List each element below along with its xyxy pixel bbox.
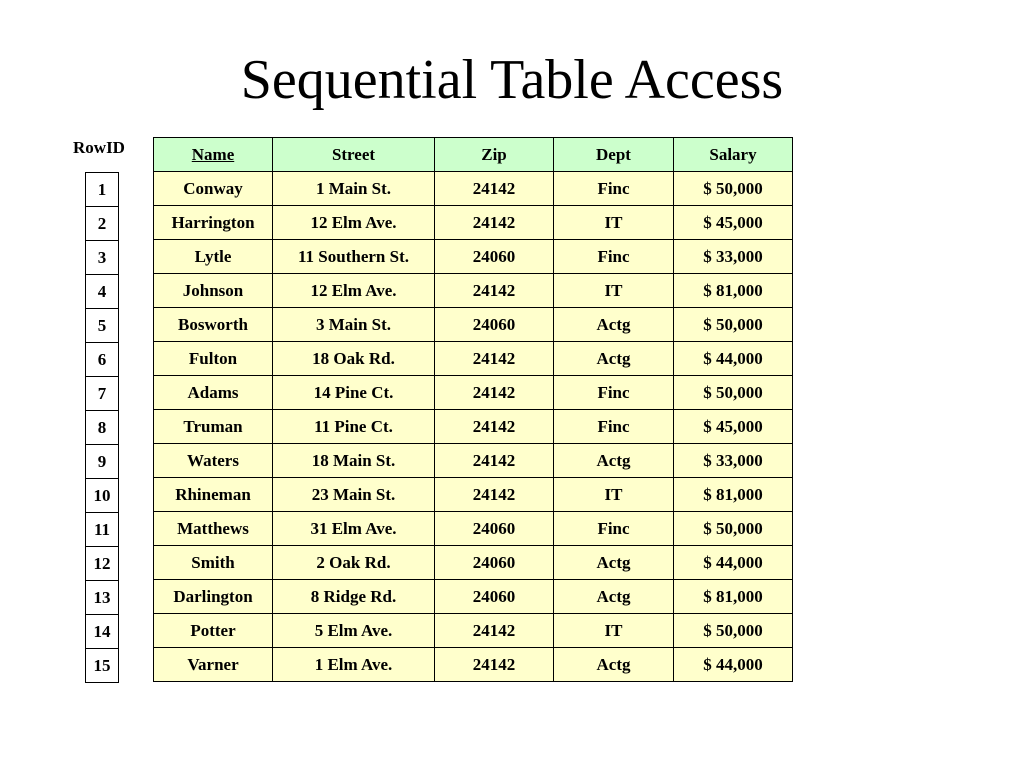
salary-cell: $ 81,000 (674, 274, 793, 308)
dept-cell: Actg (554, 308, 674, 342)
name-cell: Lytle (154, 240, 273, 274)
table-row (154, 274, 793, 308)
table-row (154, 546, 793, 580)
rowid-column (85, 172, 119, 683)
rowid-cell: 15 (86, 649, 119, 683)
table-row (154, 172, 793, 206)
dept-cell: IT (554, 614, 674, 648)
street-cell: 23 Main St. (273, 478, 435, 512)
salary-cell: $ 50,000 (674, 308, 793, 342)
dept-cell: Finc (554, 172, 674, 206)
rowid-cell: 6 (86, 343, 119, 377)
salary-cell: $ 44,000 (674, 546, 793, 580)
zip-cell: 24142 (435, 478, 554, 512)
salary-cell: $ 45,000 (674, 410, 793, 444)
rowid-cell: 14 (86, 615, 119, 649)
rowid-label: RowID (73, 138, 125, 157)
table-row (154, 240, 793, 274)
dept-cell: Finc (554, 410, 674, 444)
salary-cell: $ 50,000 (674, 376, 793, 410)
salary-cell: $ 50,000 (674, 614, 793, 648)
zip-cell: 24142 (435, 444, 554, 478)
rowid-cell: 12 (86, 547, 119, 581)
salary-cell: $ 81,000 (674, 478, 793, 512)
name-cell: Smith (154, 546, 273, 580)
table-row (154, 614, 793, 648)
zip-cell: 24142 (435, 172, 554, 206)
rowid-row (86, 377, 119, 411)
name-cell: Johnson (154, 274, 273, 308)
table-row (154, 478, 793, 512)
dept-cell: Actg (554, 648, 674, 682)
street-cell: 5 Elm Ave. (273, 614, 435, 648)
zip-cell: 24142 (435, 410, 554, 444)
dept-cell: IT (554, 478, 674, 512)
rowid-cell: 9 (86, 445, 119, 479)
employee-table (153, 137, 793, 682)
rowid-row (86, 649, 119, 683)
name-cell: Rhineman (154, 478, 273, 512)
street-cell: 18 Oak Rd. (273, 342, 435, 376)
street-cell: 3 Main St. (273, 308, 435, 342)
rowid-cell: 7 (86, 377, 119, 411)
rowid-row (86, 173, 119, 207)
salary-cell: $ 44,000 (674, 342, 793, 376)
dept-cell: Actg (554, 580, 674, 614)
dept-cell: Finc (554, 512, 674, 546)
rowid-cell: 5 (86, 309, 119, 343)
name-cell: Truman (154, 410, 273, 444)
table-row (154, 376, 793, 410)
zip-cell: 24060 (435, 512, 554, 546)
zip-cell: 24142 (435, 274, 554, 308)
table-row (154, 342, 793, 376)
name-cell: Waters (154, 444, 273, 478)
table-row (154, 512, 793, 546)
dept-cell: Actg (554, 444, 674, 478)
column-header-salary: Salary (674, 138, 793, 172)
dept-cell: Finc (554, 376, 674, 410)
name-cell: Adams (154, 376, 273, 410)
column-header-street: Street (273, 138, 435, 172)
street-cell: 8 Ridge Rd. (273, 580, 435, 614)
zip-cell: 24060 (435, 580, 554, 614)
table-header-row (154, 138, 793, 172)
name-cell: Darlington (154, 580, 273, 614)
street-cell: 14 Pine Ct. (273, 376, 435, 410)
name-cell: Bosworth (154, 308, 273, 342)
table-row (154, 206, 793, 240)
dept-cell: IT (554, 206, 674, 240)
street-cell: 1 Main St. (273, 172, 435, 206)
table-row (154, 410, 793, 444)
street-cell: 31 Elm Ave. (273, 512, 435, 546)
rowid-cell: 8 (86, 411, 119, 445)
zip-cell: 24060 (435, 308, 554, 342)
name-cell: Matthews (154, 512, 273, 546)
name-cell: Varner (154, 648, 273, 682)
zip-cell: 24060 (435, 240, 554, 274)
street-cell: 1 Elm Ave. (273, 648, 435, 682)
column-header-zip: Zip (435, 138, 554, 172)
salary-cell: $ 45,000 (674, 206, 793, 240)
rowid-cell: 13 (86, 581, 119, 615)
salary-cell: $ 50,000 (674, 512, 793, 546)
rowid-cell: 4 (86, 275, 119, 309)
street-cell: 12 Elm Ave. (273, 206, 435, 240)
rowid-row (86, 445, 119, 479)
salary-cell: $ 44,000 (674, 648, 793, 682)
dept-cell: Actg (554, 546, 674, 580)
rowid-cell: 3 (86, 241, 119, 275)
zip-cell: 24142 (435, 206, 554, 240)
column-header-dept: Dept (554, 138, 674, 172)
rowid-row (86, 513, 119, 547)
rowid-cell: 11 (86, 513, 119, 547)
street-cell: 11 Pine Ct. (273, 410, 435, 444)
name-cell: Harrington (154, 206, 273, 240)
table-row (154, 444, 793, 478)
salary-cell: $ 33,000 (674, 444, 793, 478)
zip-cell: 24142 (435, 376, 554, 410)
street-cell: 18 Main St. (273, 444, 435, 478)
zip-cell: 24142 (435, 648, 554, 682)
street-cell: 12 Elm Ave. (273, 274, 435, 308)
name-cell: Conway (154, 172, 273, 206)
dept-cell: Actg (554, 342, 674, 376)
rowid-cell: 10 (86, 479, 119, 513)
rowid-row (86, 615, 119, 649)
zip-cell: 24142 (435, 614, 554, 648)
salary-cell: $ 50,000 (674, 172, 793, 206)
rowid-row (86, 241, 119, 275)
rowid-cell: 1 (86, 173, 119, 207)
rowid-row (86, 207, 119, 241)
rowid-row (86, 343, 119, 377)
rowid-row (86, 275, 119, 309)
rowid-row (86, 547, 119, 581)
name-cell: Potter (154, 614, 273, 648)
salary-cell: $ 81,000 (674, 580, 793, 614)
column-header-name: Name (154, 138, 273, 172)
street-cell: 2 Oak Rd. (273, 546, 435, 580)
rowid-cell: 2 (86, 207, 119, 241)
street-cell: 11 Southern St. (273, 240, 435, 274)
rowid-row (86, 309, 119, 343)
rowid-row (86, 479, 119, 513)
table-row (154, 648, 793, 682)
dept-cell: IT (554, 274, 674, 308)
zip-cell: 24060 (435, 546, 554, 580)
salary-cell: $ 33,000 (674, 240, 793, 274)
table-row (154, 580, 793, 614)
rowid-row (86, 411, 119, 445)
dept-cell: Finc (554, 240, 674, 274)
table-row (154, 308, 793, 342)
slide-title: Sequential Table Access (240, 49, 784, 111)
name-cell: Fulton (154, 342, 273, 376)
zip-cell: 24142 (435, 342, 554, 376)
rowid-row (86, 581, 119, 615)
